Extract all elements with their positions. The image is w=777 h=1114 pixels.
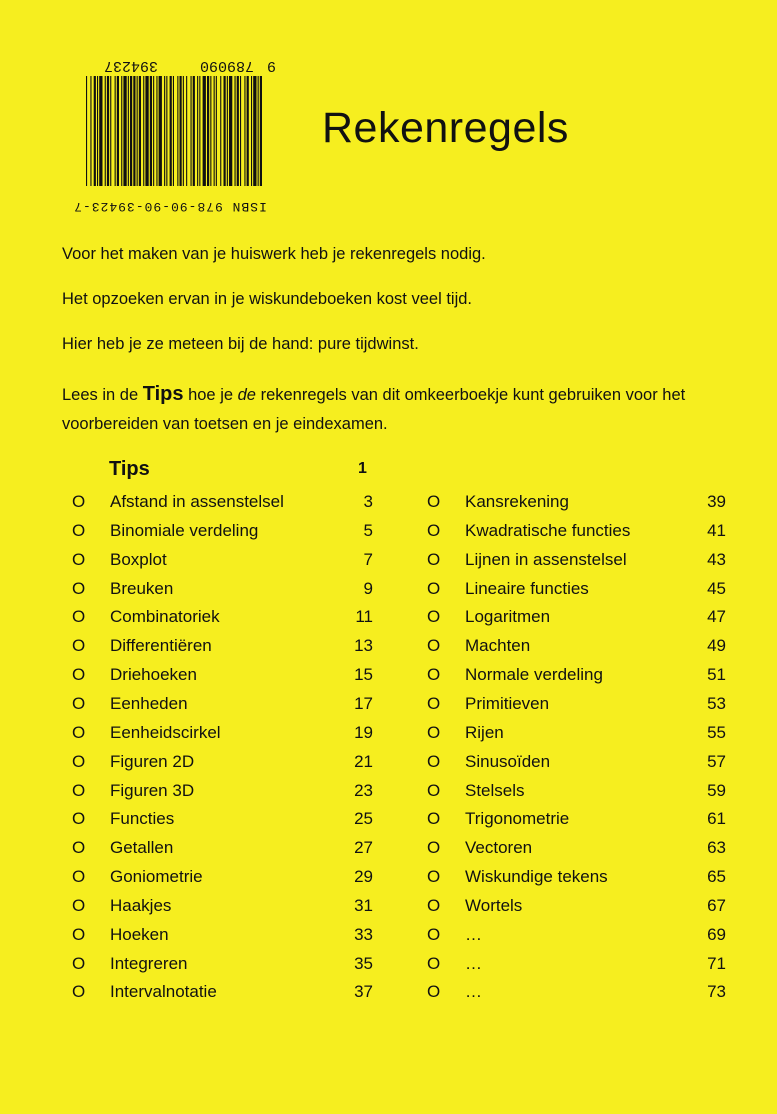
barcode-bar	[99, 76, 102, 186]
barcode-bar	[258, 76, 259, 186]
toc-page-number: 57	[707, 751, 726, 771]
toc-topic-name: Kansrekening	[465, 492, 569, 511]
toc-topic-name: …	[465, 982, 482, 1002]
toc-topic-name: Lineaire functies	[465, 578, 589, 598]
barcode-bar	[220, 76, 221, 186]
toc-page-number: 31	[354, 895, 373, 915]
toc-checkbox-mark: O	[72, 492, 86, 511]
toc-topic-name: Driehoeken	[110, 665, 197, 685]
barcode-bar	[244, 76, 245, 186]
toc-topic-name: Stelsels	[465, 780, 525, 800]
barcode-bar	[240, 76, 241, 186]
barcode-digit-lead: 9	[266, 57, 276, 74]
toc-page-number: 23	[354, 780, 373, 800]
toc-topic-name: Kwadratische functies	[465, 520, 631, 540]
toc-checkbox-mark: O	[427, 809, 441, 829]
toc-checkbox-mark: O	[72, 665, 86, 685]
toc-topic-name: Sinusoïden	[465, 751, 551, 771]
intro-line-2: Het opzoeken ervan in je wiskundeboeken kost veel tijd.	[62, 290, 472, 308]
barcode-bar	[143, 76, 144, 186]
intro-line-4	[62, 380, 742, 439]
barcode-digit-group-2: 394237	[103, 57, 158, 74]
toc-topic-name: Combinatoriek	[110, 607, 220, 627]
toc-page-number: 33	[354, 924, 373, 944]
barcode-bar	[203, 76, 206, 186]
barcode-bar	[97, 76, 98, 186]
toc-page-number: 5	[363, 520, 373, 540]
toc-topic-name: Functies	[110, 809, 175, 829]
toc-topic-name: Figuren 3D	[110, 780, 195, 800]
toc-checkbox-mark: O	[72, 953, 86, 973]
barcode-bars	[84, 76, 264, 186]
barcode-bar	[164, 76, 165, 186]
barcode-bar	[150, 76, 152, 186]
toc-checkbox-mark: O	[72, 722, 86, 742]
toc-checkbox-mark: O	[72, 780, 86, 800]
barcode-bar	[199, 76, 200, 186]
toc-checkbox-mark: O	[72, 982, 86, 1002]
barcode-bar	[110, 76, 111, 186]
barcode-bar	[94, 76, 96, 186]
toc-page-number: 51	[707, 665, 726, 685]
toc-page-number: 29	[354, 867, 373, 887]
barcode-bar	[156, 76, 157, 186]
barcode-bar	[260, 76, 262, 186]
barcode-bar	[197, 76, 198, 186]
toc-page-number: 43	[707, 549, 726, 569]
toc-topic-name: Eenheden	[110, 693, 188, 713]
toc-checkbox-mark: O	[72, 549, 86, 569]
toc-checkbox-mark: O	[427, 751, 441, 771]
barcode-bar	[214, 76, 215, 186]
toc-checkbox-mark: O	[427, 693, 441, 713]
toc-page-number: 17	[354, 693, 373, 713]
book-title: Rekenregels	[322, 104, 569, 152]
toc-topic-name: Lijnen in assenstelsel	[465, 549, 627, 569]
barcode-bar	[191, 76, 192, 186]
barcode-bar	[183, 76, 184, 186]
toc-topic-name: Normale verdeling	[465, 665, 603, 685]
barcode-bar	[145, 76, 148, 186]
toc-page-number: 13	[354, 636, 373, 656]
toc-page-number: 19	[354, 722, 373, 742]
toc-checkbox-mark: O	[72, 520, 86, 540]
toc-checkbox-mark: O	[72, 578, 86, 598]
barcode-bar	[90, 76, 91, 186]
toc-page-number: 47	[707, 607, 726, 627]
toc-page-number: 49	[707, 636, 726, 656]
toc-topic-name: Differentiëren	[110, 636, 212, 656]
barcode-bar	[153, 76, 154, 186]
barcode-bar	[235, 76, 236, 186]
toc-page-number: 61	[707, 809, 726, 829]
toc-topic-name: Hoeken	[110, 924, 169, 944]
barcode-digit-group-1: 789090	[199, 57, 254, 74]
intro-tips-word: Tips	[142, 383, 184, 405]
toc-checkbox-mark: O	[72, 924, 86, 944]
toc-page-number: 39	[707, 492, 726, 511]
toc-page-number: 11	[355, 607, 373, 627]
toc-topic-name: Intervalnotatie	[110, 982, 217, 1002]
toc-checkbox-mark: O	[72, 751, 86, 771]
toc-page-number: 25	[354, 809, 373, 829]
intro-line-4-part-c: rekenregels van dit omkeerboekje kunt gebruiken voor het voorbereiden van toetsen en je eindexamen.	[62, 386, 686, 433]
toc-checkbox-mark: O	[427, 549, 441, 569]
barcode-bar	[107, 76, 109, 186]
toc-topic-name: Machten	[465, 636, 531, 656]
toc-topic-name: Afstand in assenstelsel	[110, 492, 284, 511]
barcode-bar	[115, 76, 116, 186]
toc-page-number: 35	[354, 953, 373, 973]
barcode-bar	[253, 76, 256, 186]
intro-line-4-part-a: Lees in de	[62, 386, 143, 404]
barcode-bar	[207, 76, 209, 186]
toc-topic-name: …	[465, 953, 482, 973]
toc-topic-name: Figuren 2D	[110, 751, 195, 771]
toc-page-number: 21	[354, 751, 373, 771]
toc-checkbox-mark: O	[72, 636, 86, 656]
toc-checkbox-mark: O	[427, 520, 441, 540]
barcode-bar	[133, 76, 135, 186]
intro-line-3: Hier heb je ze meteen bij de hand: pure tijdwinst.	[62, 335, 419, 353]
barcode-bar	[121, 76, 122, 186]
toc-checkbox-mark: O	[72, 838, 86, 858]
barcode-bar	[117, 76, 119, 186]
toc-topic-name: Haakjes	[110, 895, 172, 915]
toc-checkbox-mark: O	[427, 492, 441, 511]
isbn-text: ISBN 978-90-90-39423-7	[73, 199, 267, 214]
toc-page-number: 45	[707, 578, 726, 598]
toc-topic-name: Getallen	[110, 838, 174, 858]
barcode-bar	[123, 76, 126, 186]
toc-topic-name: Primitieven	[465, 693, 550, 713]
barcode-bar	[139, 76, 141, 186]
toc-tips-label: Tips	[109, 458, 150, 480]
toc-topic-name: Trigonometrie	[465, 809, 570, 829]
toc-topic-name: Logaritmen	[465, 607, 551, 627]
barcode-bar	[170, 76, 172, 186]
barcode-bar	[227, 76, 228, 186]
toc-checkbox-mark: O	[427, 780, 441, 800]
toc-topic-name: Wortels	[465, 895, 523, 915]
toc-checkbox-mark: O	[427, 982, 441, 1002]
toc-checkbox-mark: O	[427, 722, 441, 742]
toc-topic-name: Integreren	[110, 953, 188, 973]
toc-checkbox-mark: O	[427, 895, 441, 915]
toc-page-number: 71	[707, 953, 726, 973]
barcode-bar	[159, 76, 162, 186]
toc-topic-name: Breuken	[110, 578, 174, 598]
toc-checkbox-mark: O	[427, 665, 441, 685]
isbn-barcode	[70, 38, 276, 214]
barcode-bar	[216, 76, 217, 186]
intro-line-1: Voor het maken van je huiswerk heb je rekenregels nodig.	[62, 245, 486, 263]
barcode-bar	[210, 76, 211, 186]
toc-page-number: 65	[707, 867, 726, 887]
toc-page-number: 41	[707, 520, 726, 540]
toc-page-number: 7	[363, 549, 373, 569]
barcode-bar	[237, 76, 239, 186]
toc-topic-name: Boxplot	[110, 549, 167, 569]
toc-topic-name: Eenheidscirkel	[110, 722, 221, 742]
toc-page-number: 9	[363, 578, 373, 598]
toc-checkbox-mark: O	[427, 838, 441, 858]
barcode-bar	[166, 76, 167, 186]
barcode-bar	[247, 76, 249, 186]
toc-page-number: 37	[354, 982, 373, 1002]
toc-checkbox-mark: O	[427, 953, 441, 973]
barcode-bar	[105, 76, 106, 186]
toc-tips-page: 1	[358, 460, 367, 477]
intro-de-word: de	[237, 386, 256, 404]
intro-line-4-part-b: hoe je	[183, 386, 238, 404]
toc-checkbox-mark: O	[72, 867, 86, 887]
toc-checkbox-mark: O	[427, 607, 441, 627]
toc-page-number: 15	[354, 665, 373, 685]
barcode-bar	[130, 76, 132, 186]
toc-checkbox-mark: O	[72, 809, 86, 829]
barcode-digits	[70, 54, 276, 74]
toc-topic-name: Wiskundige tekens	[465, 867, 608, 887]
toc-checkbox-mark: O	[72, 607, 86, 627]
barcode-bar	[186, 76, 187, 186]
toc-topic-name: Rijen	[465, 722, 504, 742]
barcode-bar	[224, 76, 226, 186]
toc-topic-name: Goniometrie	[110, 867, 203, 887]
toc-page-number: 59	[707, 780, 726, 800]
toc-checkbox-mark: O	[427, 924, 441, 944]
toc-checkbox-mark: O	[72, 693, 86, 713]
barcode-bar	[180, 76, 182, 186]
barcode-bar	[177, 76, 178, 186]
toc-topic-name: Binomiale verdeling	[110, 520, 259, 540]
toc-checkbox-mark: O	[427, 867, 441, 887]
toc-page-number: 53	[707, 693, 726, 713]
toc-page-number: 69	[707, 924, 726, 944]
toc-page-number: 67	[707, 895, 726, 915]
barcode-bar	[137, 76, 138, 186]
toc-page-number: 55	[707, 722, 726, 742]
toc-page-number: 27	[354, 838, 373, 858]
toc-page-number: 63	[707, 838, 726, 858]
barcode-bar	[229, 76, 232, 186]
toc-checkbox-mark: O	[72, 895, 86, 915]
barcode-bar	[128, 76, 129, 186]
toc-page-number: 3	[363, 492, 373, 511]
barcode-bar	[86, 76, 87, 186]
toc-topic-name: Vectoren	[465, 838, 533, 858]
toc-topic-name: …	[465, 924, 482, 944]
barcode-bar	[173, 76, 174, 186]
toc-checkbox-mark: O	[427, 578, 441, 598]
barcode-bar	[193, 76, 195, 186]
toc-page-number: 73	[707, 982, 726, 1002]
barcode-bar	[251, 76, 252, 186]
toc-checkbox-mark: O	[427, 636, 441, 656]
